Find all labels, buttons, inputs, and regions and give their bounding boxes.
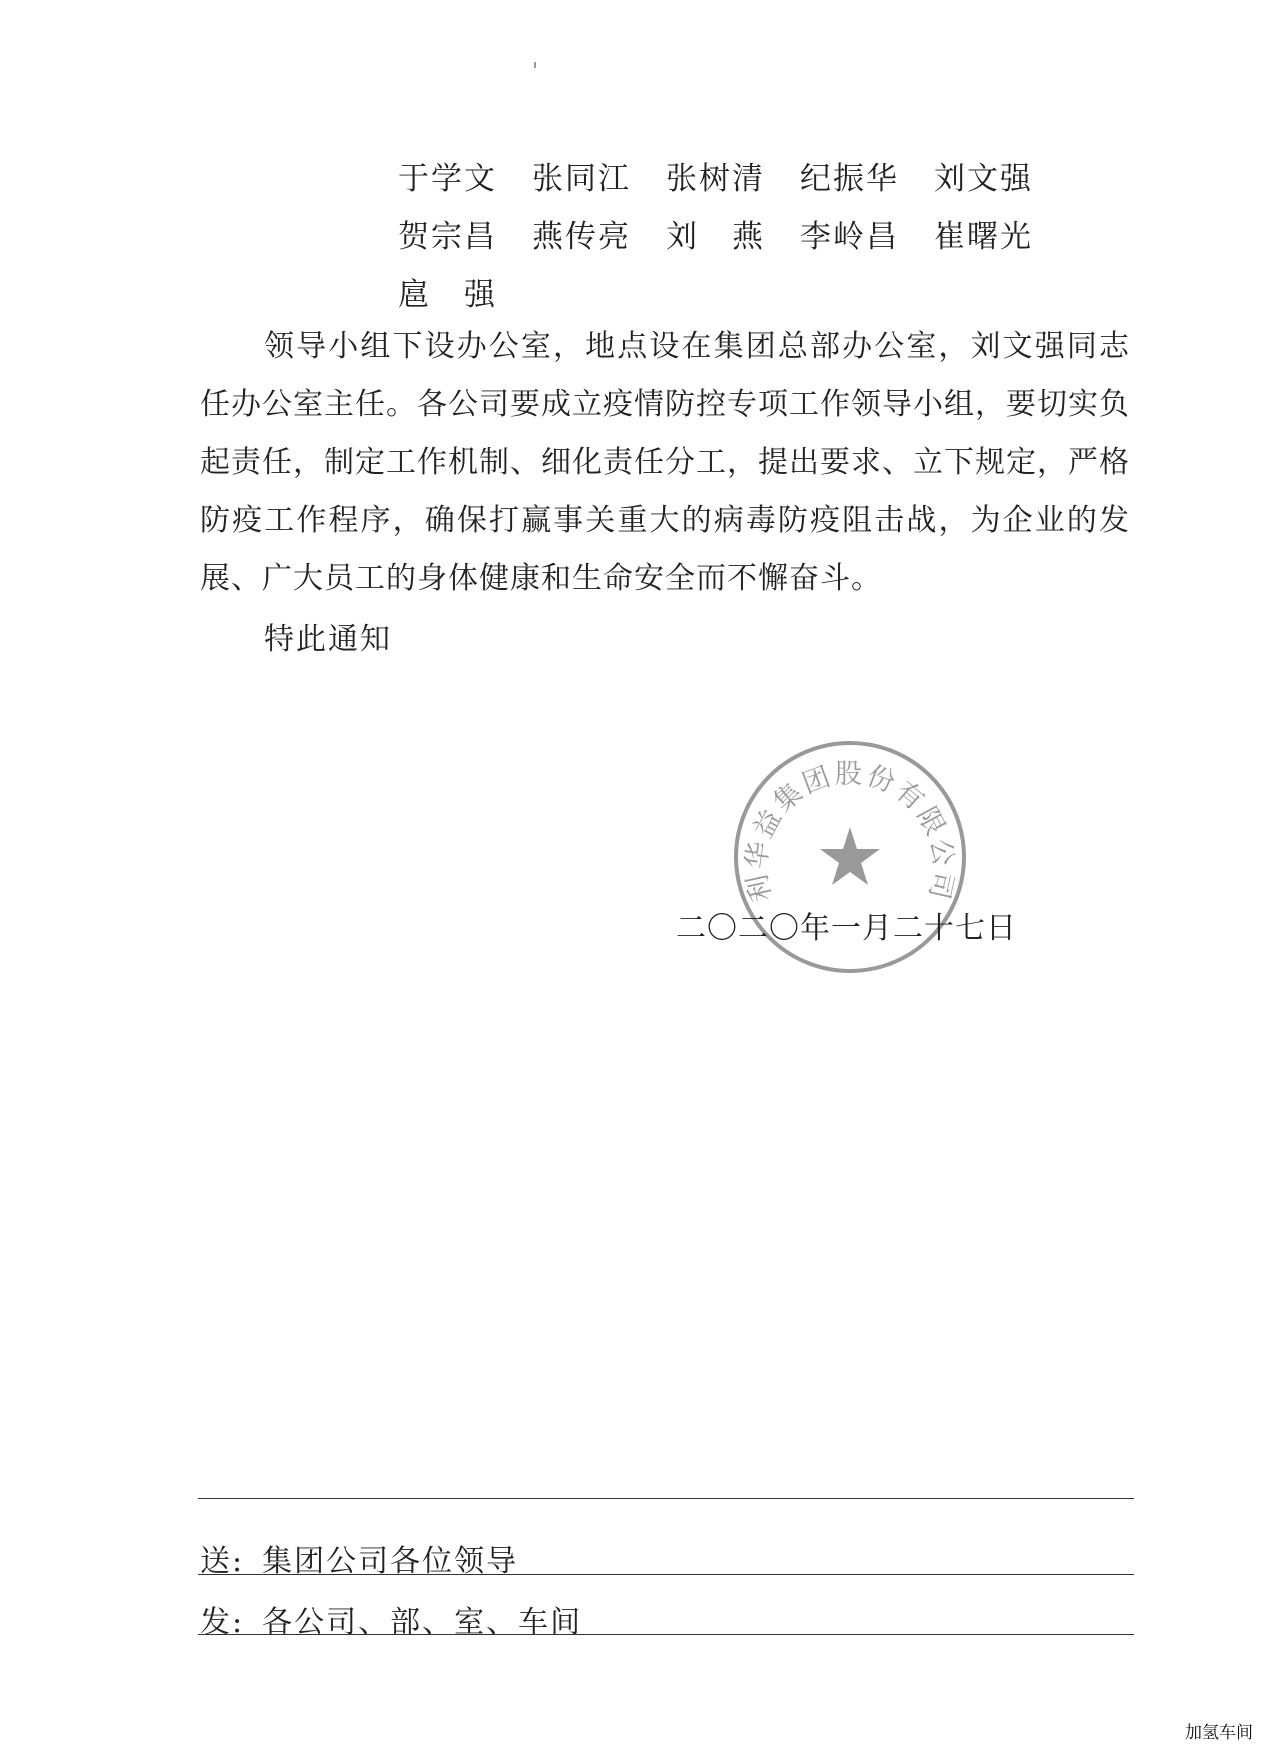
distribution-cc-value: 各公司、部、室、车间: [262, 1605, 583, 1640]
member-name: 张树清: [666, 161, 765, 197]
member-name-list: [398, 150, 1068, 324]
name-row: [398, 208, 1068, 266]
office-paragraph: 领导小组下设办公室，地点设在集团总部办公室，刘文强同志任办公室主任。各公司要成立疫情防控专项工作领导小组，要切实负起责任，制定工作机制、细化责任分工，提出要求、立下规定，严格防疫工作程序，确保打赢事关重大的病毒防疫阻击战，为企业的发展、广大员工的身体健康和生命安全而不懈奋斗。: [200, 329, 1130, 596]
member-name: 崔曙光: [934, 219, 1033, 255]
distribution-to-value: 集团公司各位领导: [262, 1544, 519, 1579]
member-name: 燕传亮: [532, 219, 631, 255]
divider-bottom: [198, 1634, 1134, 1635]
divider-top: [198, 1498, 1134, 1499]
seal-star-icon: [820, 827, 880, 885]
watermark-label: 加氢车间: [1181, 1716, 1257, 1745]
distribution-to-label: 送:: [200, 1544, 245, 1579]
issue-date: 二〇二〇年一月二十七日: [676, 911, 1017, 946]
seal-text: 利华益集团股份有限公司: [740, 758, 960, 905]
body-text: [200, 318, 1130, 608]
member-name: 刘 燕: [666, 219, 765, 255]
divider-middle: [198, 1574, 1134, 1575]
member-name: 扈 强: [398, 277, 497, 313]
name-row: [398, 266, 1068, 324]
name-row: [398, 150, 1068, 208]
closing-notice: 特此通知: [264, 622, 392, 657]
scan-speck: [534, 62, 536, 68]
member-name: 李岭昌: [800, 219, 899, 255]
distribution-cc-label: 发:: [200, 1605, 245, 1640]
member-name: 张同江: [532, 161, 631, 197]
member-name: 纪振华: [800, 161, 899, 197]
member-name: 贺宗昌: [398, 219, 497, 255]
member-name: 刘文强: [934, 161, 1033, 197]
member-name: 于学文: [398, 161, 497, 197]
